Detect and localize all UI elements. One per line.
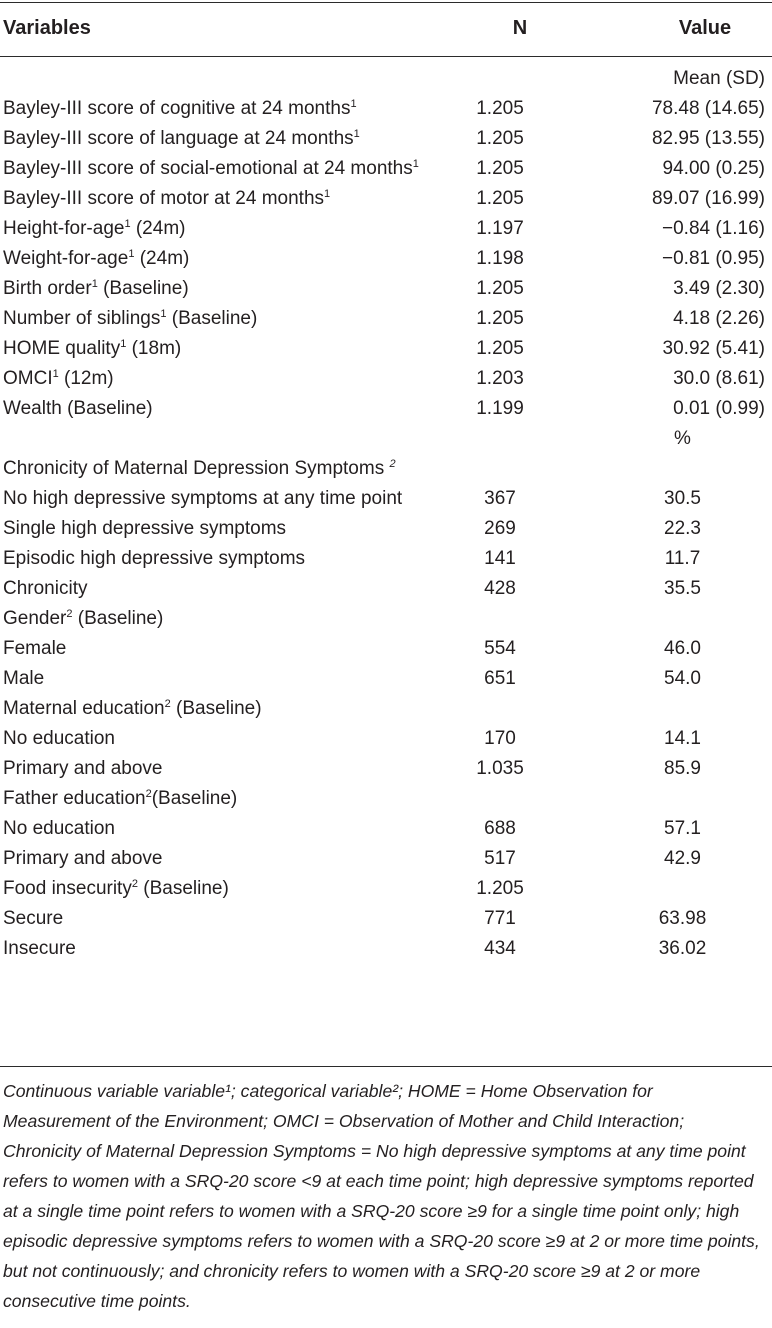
cell-n: 1.205 (476, 278, 524, 299)
table-bottom-rule (0, 1066, 772, 1067)
cell-variable (0, 334, 420, 364)
table-row (0, 304, 772, 334)
variable-label: Female (3, 638, 67, 659)
cell-n: 1.205 (476, 338, 524, 359)
cell-n: 651 (484, 668, 516, 689)
table-row (0, 244, 772, 274)
cell-n: 1.199 (476, 398, 524, 419)
variable-label: Birth order (3, 278, 92, 299)
cell-n: 170 (484, 728, 516, 749)
cell-n: 554 (484, 638, 516, 659)
variable-label: Secure (3, 908, 64, 929)
variable-label: Food insecurity (3, 878, 132, 899)
variable-label: Primary and above (3, 758, 163, 779)
table-row (0, 664, 772, 694)
variable-label: Number of siblings (3, 308, 161, 329)
cell-n: 269 (484, 518, 516, 539)
cell-value: 36.02 (658, 938, 707, 959)
variable-suffix: (24m) (130, 218, 186, 239)
variable-label: Gender (3, 608, 67, 629)
cell-value: 30.92 (5.41) (662, 338, 765, 359)
cell-variable (0, 574, 420, 604)
variable-superscript: 1 (124, 218, 131, 230)
cell-value: % (674, 428, 691, 449)
cell-variable (0, 94, 420, 124)
cell-variable (0, 214, 420, 244)
variable-suffix: (Baseline) (72, 608, 164, 629)
cell-value: Mean (SD) (673, 68, 765, 89)
cell-variable (0, 904, 420, 934)
cell-n: 1.203 (476, 368, 524, 389)
cell-variable (0, 394, 420, 424)
variable-suffix: (Baseline) (151, 788, 238, 809)
variable-superscript: 1 (160, 308, 167, 320)
table-row (0, 724, 772, 754)
cell-value: −0.84 (1.16) (662, 218, 765, 239)
cell-n: 428 (484, 578, 516, 599)
cell-variable (0, 274, 420, 304)
table-row (0, 544, 772, 574)
variable-superscript: 1 (120, 338, 127, 350)
variable-label: Father education (3, 788, 146, 809)
cell-n: 1.205 (476, 128, 524, 149)
table-row (0, 424, 772, 454)
variable-label: Weight-for-age (3, 248, 129, 269)
cell-value: 89.07 (16.99) (651, 188, 765, 209)
table-row (0, 394, 772, 424)
cell-n: 1.205 (476, 158, 524, 179)
cell-n: 1.198 (476, 248, 524, 269)
table-top-rule (0, 2, 772, 3)
cell-variable (0, 244, 420, 274)
table-row (0, 784, 772, 814)
variable-label: Bayley-III score of social-emotional at 24 months (3, 158, 413, 179)
cell-n: 1.035 (476, 758, 524, 779)
cell-variable (0, 634, 420, 664)
table-row (0, 814, 772, 844)
variable-superscript: 1 (324, 188, 331, 200)
variable-label: Chronicity of Maternal Depression Symptoms (3, 458, 390, 479)
cell-value: −0.81 (0.95) (662, 248, 765, 269)
table-row (0, 604, 772, 634)
table-row (0, 874, 772, 904)
table-row (0, 94, 772, 124)
cell-value: 22.3 (664, 518, 701, 539)
variable-suffix: (Baseline) (166, 308, 258, 329)
variable-superscript: 2 (131, 878, 138, 890)
cell-variable (0, 934, 420, 964)
cell-n: 367 (484, 488, 516, 509)
cell-variable (0, 604, 420, 634)
variable-label: HOME quality (3, 338, 121, 359)
cell-n: 434 (484, 938, 516, 959)
table-row (0, 694, 772, 724)
variable-suffix: (Baseline) (137, 878, 229, 899)
variable-label: Male (3, 668, 45, 689)
table-row (0, 274, 772, 304)
table-row (0, 634, 772, 664)
table-footnote: Continuous variable variable¹; categorical variable²; HOME = Home Observation for Measurement of the Environment; OMCI = Observation of Mother and Child Interaction; Chronicity of Maternal Depression Symptoms = No high depressive symptoms at any time point refers to women with a SRQ-20 score <9 at each time point; high depressive symptoms reported at a single time point refers to women with a SRQ-20 score ≥9 for a single time point only; high episodic depressive symptoms refers to women with a SRQ-20 score ≥9 at 2 or more time points, but not continuously; and chronicity refers to women with a SRQ-20 score ≥9 at 2 or more consecutive time points. (3, 1081, 760, 1311)
cell-value: 3.49 (2.30) (673, 278, 765, 299)
cell-variable (0, 544, 420, 574)
table-row (0, 454, 772, 484)
cell-value: 85.9 (664, 758, 701, 779)
variable-suffix: (Baseline) (170, 698, 262, 719)
cell-n: 1.205 (476, 878, 524, 899)
variable-superscript: 1 (52, 368, 59, 380)
table-row (0, 484, 772, 514)
cell-value: 46.0 (664, 638, 701, 659)
cell-variable (0, 784, 420, 814)
cell-value: 94.00 (0.25) (662, 158, 765, 179)
table-row (0, 574, 772, 604)
variable-label: Bayley-III score of cognitive at 24 months (3, 98, 351, 119)
header-n: N (512, 17, 528, 39)
table-row (0, 334, 772, 364)
variable-superscript: 1 (412, 158, 419, 170)
variable-superscript: 2 (164, 698, 171, 710)
cell-value: 0.01 (0.99) (673, 398, 765, 419)
variable-suffix: (Baseline) (97, 278, 189, 299)
variable-label: Single high depressive symptoms (3, 518, 287, 539)
cell-value: 11.7 (664, 548, 701, 569)
table-row (0, 364, 772, 394)
variable-superscript: 1 (128, 248, 135, 260)
variable-label: No education (3, 818, 115, 839)
cell-variable (0, 874, 420, 904)
cell-value: 57.1 (664, 818, 701, 839)
variable-label: Episodic high depressive symptoms (3, 548, 306, 569)
cell-variable (0, 454, 420, 484)
table-row (0, 124, 772, 154)
cell-n: 517 (484, 848, 516, 869)
variable-suffix: (24m) (134, 248, 190, 269)
cell-variable (0, 304, 420, 334)
cell-variable (0, 484, 420, 514)
variable-suffix: (12m) (58, 368, 114, 389)
cell-n: 141 (484, 548, 516, 569)
table-row (0, 514, 772, 544)
cell-variable (0, 124, 420, 154)
cell-n: 1.205 (476, 308, 524, 329)
cell-variable (0, 154, 420, 184)
cell-n: 771 (484, 908, 516, 929)
variable-superscript: 2 (389, 458, 396, 470)
cell-variable (0, 664, 420, 694)
header-variables: Variables (3, 17, 91, 39)
cell-value: 35.5 (664, 578, 701, 599)
table-row (0, 754, 772, 784)
variable-superscript: 1 (353, 128, 360, 140)
cell-n: 1.205 (476, 98, 524, 119)
variable-label: Wealth (Baseline) (3, 398, 153, 419)
variable-label: No education (3, 728, 115, 749)
variable-label: Chronicity (3, 578, 88, 599)
table-row (0, 904, 772, 934)
cell-value: 63.98 (658, 908, 707, 929)
cell-variable (0, 814, 420, 844)
header-rule (0, 56, 772, 57)
cell-value: 78.48 (14.65) (651, 98, 765, 119)
cell-n: 688 (484, 818, 516, 839)
variable-superscript: 1 (91, 278, 98, 290)
table-body (0, 64, 772, 964)
variable-label: Primary and above (3, 848, 163, 869)
variable-label: Maternal education (3, 698, 165, 719)
variable-label: OMCI (3, 368, 53, 389)
cell-variable (0, 184, 420, 214)
cell-value: 14.1 (664, 728, 701, 749)
variable-label: Insecure (3, 938, 76, 959)
table-row (0, 934, 772, 964)
table-row (0, 214, 772, 244)
cell-value: 30.0 (8.61) (673, 368, 765, 389)
cell-variable (0, 754, 420, 784)
variable-superscript: 2 (66, 608, 73, 620)
table-row (0, 844, 772, 874)
cell-value: 30.5 (664, 488, 701, 509)
cell-n: 1.197 (476, 218, 524, 239)
cell-variable (0, 514, 420, 544)
header-value: Value (678, 17, 732, 39)
variable-label: No high depressive symptoms at any time point (3, 488, 403, 509)
cell-variable (0, 694, 420, 724)
cell-variable (0, 844, 420, 874)
variable-label: Bayley-III score of language at 24 months (3, 128, 354, 149)
variable-label: Bayley-III score of motor at 24 months (3, 188, 325, 209)
cell-n: 1.205 (476, 188, 524, 209)
variable-superscript: 1 (350, 98, 357, 110)
variable-label: Height-for-age (3, 218, 125, 239)
cell-value: 82.95 (13.55) (651, 128, 765, 149)
table-row (0, 64, 772, 94)
cell-value: 4.18 (2.26) (673, 308, 765, 329)
cell-variable (0, 364, 420, 394)
cell-value: 42.9 (664, 848, 701, 869)
variable-superscript: 2 (145, 788, 152, 800)
table-row (0, 154, 772, 184)
cell-value: 54.0 (664, 668, 701, 689)
cell-variable (0, 724, 420, 754)
variable-suffix: (18m) (126, 338, 182, 359)
table-row (0, 184, 772, 214)
